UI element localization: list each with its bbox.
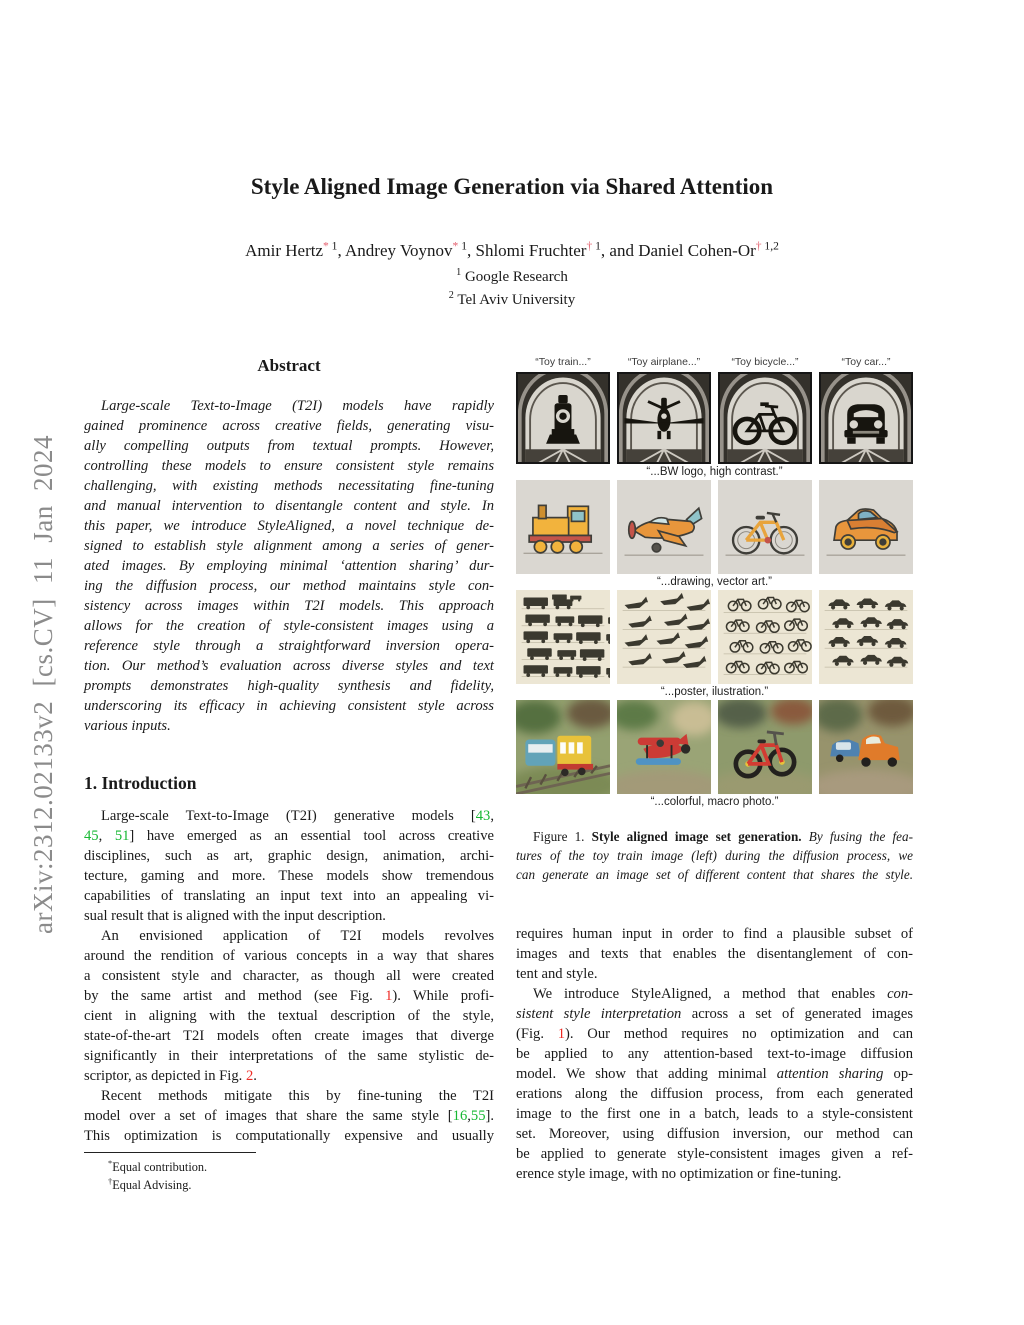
text-segment: Equal contribution. (112, 1160, 208, 1174)
text-segment: * (108, 1158, 113, 1168)
author-line (0, 241, 1024, 261)
text-segment: by the same artist and method (see Fig. (84, 988, 386, 1004)
intro-paragraph-3 (84, 1086, 494, 1146)
text-segment: 1 (328, 239, 338, 253)
text-segment: requires human input in order to find a plausible subset of (516, 926, 913, 942)
figure1-row-bw (516, 372, 913, 464)
text-line (516, 865, 913, 884)
text-line (84, 1086, 494, 1106)
ref-link[interactable]: 51 (114, 828, 130, 844)
text-line (516, 1064, 913, 1084)
right-paragraph-1 (516, 924, 913, 984)
text-segment: , and Daniel Cohen-Or (600, 241, 756, 260)
text-line: allows for the creation of style-consistent images using a (84, 618, 494, 634)
figure-1 (516, 356, 913, 884)
text-segment: 2 (448, 290, 454, 301)
text-segment: . (253, 1068, 257, 1084)
text-line (516, 984, 913, 1004)
text-segment: capabilities of translating an input text into an appealing vi- (84, 888, 494, 904)
ref-link[interactable]: * (452, 239, 459, 253)
text-segment: cient in aligning with the textual description of the style, (84, 1008, 494, 1024)
affiliations (0, 266, 1024, 312)
text-line (516, 1104, 913, 1124)
footnote-rule (84, 1152, 256, 1153)
text-line (516, 1084, 913, 1104)
ref-link[interactable]: † (586, 239, 593, 253)
text-segment: can generate an image set of different content that shares the style. (516, 867, 913, 882)
text-segment: across a set of generated images (681, 1006, 913, 1022)
text-line (516, 827, 913, 846)
text-line (516, 964, 913, 984)
text-line (84, 846, 494, 866)
text-segment: ). While profi- (392, 988, 494, 1004)
text-line (84, 906, 494, 926)
text-segment: , (467, 1108, 471, 1124)
intro-paragraph-1 (84, 806, 494, 926)
text-segment: Figure 1. (533, 829, 592, 844)
text-line (84, 926, 494, 946)
paper-title: Style Aligned Image Generation via Shared Attention (250, 174, 774, 199)
text-segment: scriptor, as depicted in Fig. (84, 1068, 246, 1084)
text-line (516, 1164, 913, 1184)
text-segment: tent and style. (516, 966, 598, 982)
text-segment: around the rendition of various concepts in a way that shares (84, 948, 494, 964)
text-line: this paper, we introduce StyleAligned, a novel technique de- (84, 518, 494, 534)
style-image-poster-bicycle (718, 590, 812, 684)
style-image-poster-airplane (617, 590, 711, 684)
text-line (516, 1024, 913, 1044)
ref-link[interactable]: 45 (84, 828, 99, 844)
text-segment: 1 (592, 239, 601, 253)
text-segment: model over a set of images that share the same style [ (84, 1108, 453, 1124)
text-segment: ] have emerged as an essential tool across creative (129, 828, 494, 844)
text-segment: tecture, gaming and more. These models show tremendous (84, 868, 494, 884)
text-segment: be applied to generate style-consistent images given a ref- (516, 1146, 913, 1162)
text-line: prompts demonstrates high-quality synthesis and fidelity, (84, 678, 494, 694)
figure1-caption (516, 827, 913, 884)
intro-paragraph-2 (84, 926, 494, 1086)
text-segment: model. We show that adding minimal (516, 1066, 777, 1082)
text-segment: Recent methods mitigate this by fine-tuning the T2I (101, 1088, 494, 1104)
text-line (516, 944, 913, 964)
text-segment: image to the first one in a batch, leads to a style-consistent (516, 1106, 913, 1122)
text-line (84, 946, 494, 966)
text-line: controlling these models to ensure consistent style remains (84, 458, 494, 474)
text-line: gained prominence across creative fields, generating visu- (84, 418, 494, 434)
text-line (84, 1126, 494, 1146)
text-line: ally compelling outputs from textual prompts. However, (84, 438, 494, 454)
text-segment: set. Moreover, using diffusion inversion, our method can (516, 1126, 913, 1142)
style-image-bw-bicycle (718, 372, 812, 464)
text-segment: 1,2 (761, 239, 779, 253)
text-line (84, 1176, 494, 1194)
text-line (84, 966, 494, 986)
style-image-photo-train (516, 700, 610, 794)
prompt-toy-airplane: “Toy airplane...” (627, 356, 701, 368)
text-segment: be applied to any attention-based text-to-image diffusion (516, 1046, 913, 1062)
figure1-prompt-labels (516, 356, 913, 370)
text-line (516, 1124, 913, 1144)
text-line: and manual intervention to disentangle content and style. In (84, 498, 494, 514)
text-segment: (Fig. (516, 1026, 558, 1042)
text-line (84, 1158, 494, 1176)
text-line: ated images. By employing minimal ‘attention sharing’ dur- (84, 558, 494, 574)
style-image-poster-car (819, 590, 913, 684)
style-image-photo-airplane (617, 700, 711, 794)
text-segment: Amir Hertz (245, 241, 324, 260)
text-segment: 1 (456, 267, 462, 278)
text-segment: images and texts that enables the disentanglement of con- (516, 946, 913, 962)
footnotes (84, 1158, 494, 1194)
figure1-row-photo (516, 700, 913, 794)
text-segment: erence style image, with no optimization or fine-tuning. (516, 1166, 842, 1182)
text-line: various inputs. (84, 718, 171, 734)
text-segment: This optimization is computationally expensive and usually (84, 1128, 494, 1144)
style-image-bw-car (819, 372, 913, 464)
text-segment: Large-scale Text-to-Image (T2I) generative models [ (101, 808, 476, 824)
row-caption-poster: “...poster, ilustration.” (660, 686, 769, 698)
figure1-row-poster (516, 590, 913, 684)
ref-link[interactable]: 16 (452, 1108, 468, 1124)
style-image-photo-car (819, 700, 913, 794)
text-segment (802, 829, 809, 844)
text-segment: Google Research (461, 269, 568, 285)
style-image-vector-bicycle (718, 480, 812, 574)
style-image-vector-car (819, 480, 913, 574)
text-line: sistency across images within T2I models. This approach (84, 598, 494, 614)
text-segment: ). Our method requires no optimization and can (565, 1026, 913, 1042)
text-segment: By fusing the fea- (808, 829, 914, 844)
text-line (516, 1144, 913, 1164)
text-line (84, 886, 494, 906)
text-line (516, 1044, 913, 1064)
abstract-heading: Abstract (257, 356, 321, 375)
text-line: signed to establish style alignment among a series of gener- (84, 538, 494, 554)
text-line (84, 806, 494, 826)
style-image-vector-train (516, 480, 610, 574)
style-image-photo-bicycle (718, 700, 812, 794)
text-segment: attention sharing (776, 1066, 884, 1082)
text-segment: op- (883, 1066, 913, 1082)
text-line: underscoring its efficacy in achieving consistent style across (84, 698, 494, 714)
text-line (84, 1026, 494, 1046)
style-image-bw-train (516, 372, 610, 464)
text-line: tion. Our method’s evaluation across diverse styles and text (84, 658, 494, 674)
arxiv-watermark: arXiv:2312.02133v2 [cs.CV] 11 Jan 2024 (28, 435, 58, 934)
prompt-toy-train: “Toy train...” (535, 356, 591, 368)
style-image-vector-airplane (617, 480, 711, 574)
text-segment: con- (887, 986, 913, 1002)
text-segment: state-of-the-art T2I models often create images that diverge (84, 1028, 494, 1044)
text-line: Large-scale Text-to-Image (T2I) models have rapidly (101, 398, 494, 414)
text-segment: sual result that is aligned with the input description. (84, 908, 386, 924)
text-line: reference style through a straightforward inversion opera- (84, 638, 494, 654)
row-caption-vector: “...drawing, vector art.” (656, 576, 773, 588)
prompt-toy-bicycle: “Toy bicycle...” (731, 356, 799, 368)
text-line (84, 1046, 494, 1066)
text-segment: 1 (458, 239, 467, 253)
ref-link[interactable]: 2 (245, 1068, 254, 1084)
row-caption-bw: “...BW logo, high contrast.” (646, 466, 783, 478)
text-line (516, 846, 913, 865)
text-segment: a consistent style and character, as though all were created (84, 968, 494, 984)
text-segment: tures of the toy train image (left) during the diffusion process, we (516, 848, 913, 863)
text-segment: , Shlomi Fruchter (467, 241, 587, 260)
text-line (84, 1066, 494, 1086)
text-line (84, 866, 494, 886)
right-paragraph-2 (516, 984, 913, 1184)
text-segment: , (490, 808, 494, 824)
text-line (84, 1006, 494, 1026)
text-segment: Style aligned image set generation. (591, 829, 802, 844)
text-segment: ]. (485, 1108, 494, 1124)
style-image-bw-airplane (617, 372, 711, 464)
text-line (84, 1106, 494, 1126)
text-line (0, 266, 1024, 289)
text-segment: disciplines, such as art, graphic design, animation, archi- (84, 848, 494, 864)
ref-link[interactable]: 1 (557, 1026, 566, 1042)
text-segment: † (108, 1176, 113, 1186)
ref-link[interactable]: 43 (475, 808, 491, 824)
ref-link[interactable]: † (755, 239, 762, 253)
text-line: challenging, with existing methods necessitating fine-tuning (84, 478, 494, 494)
text-line (84, 826, 494, 846)
text-line (516, 1004, 913, 1024)
style-image-poster-train (516, 590, 610, 684)
introduction-heading: 1. Introduction (84, 773, 197, 793)
text-segment: erations along the diffusion process, from each generated (516, 1086, 913, 1102)
ref-link[interactable]: * (323, 239, 329, 253)
text-segment: Tel Aviv University (453, 292, 576, 308)
text-line (516, 924, 913, 944)
text-segment: sistent style interpretation (516, 1006, 682, 1022)
abstract-text (84, 396, 494, 736)
text-segment: An envisioned application of T2I models revolves (101, 928, 494, 944)
text-segment: significantly in their interpretations of the same stylistic de- (84, 1048, 494, 1064)
text-segment: Equal Advising. (112, 1178, 192, 1192)
text-segment: We introduce StyleAligned, a method that enables (533, 986, 888, 1002)
prompt-toy-car: “Toy car...” (841, 356, 891, 368)
ref-link[interactable]: 55 (470, 1108, 486, 1124)
text-segment: , (98, 828, 115, 844)
text-line: ing the diffusion process, our method maintains style con- (84, 578, 494, 594)
ref-link[interactable]: 1 (385, 988, 393, 1004)
row-caption-photo: “...colorful, macro photo.” (650, 796, 779, 808)
text-segment: , Andrey Voynov (337, 241, 453, 260)
text-line (84, 986, 494, 1006)
text-line (0, 289, 1024, 312)
figure1-row-vector (516, 480, 913, 574)
